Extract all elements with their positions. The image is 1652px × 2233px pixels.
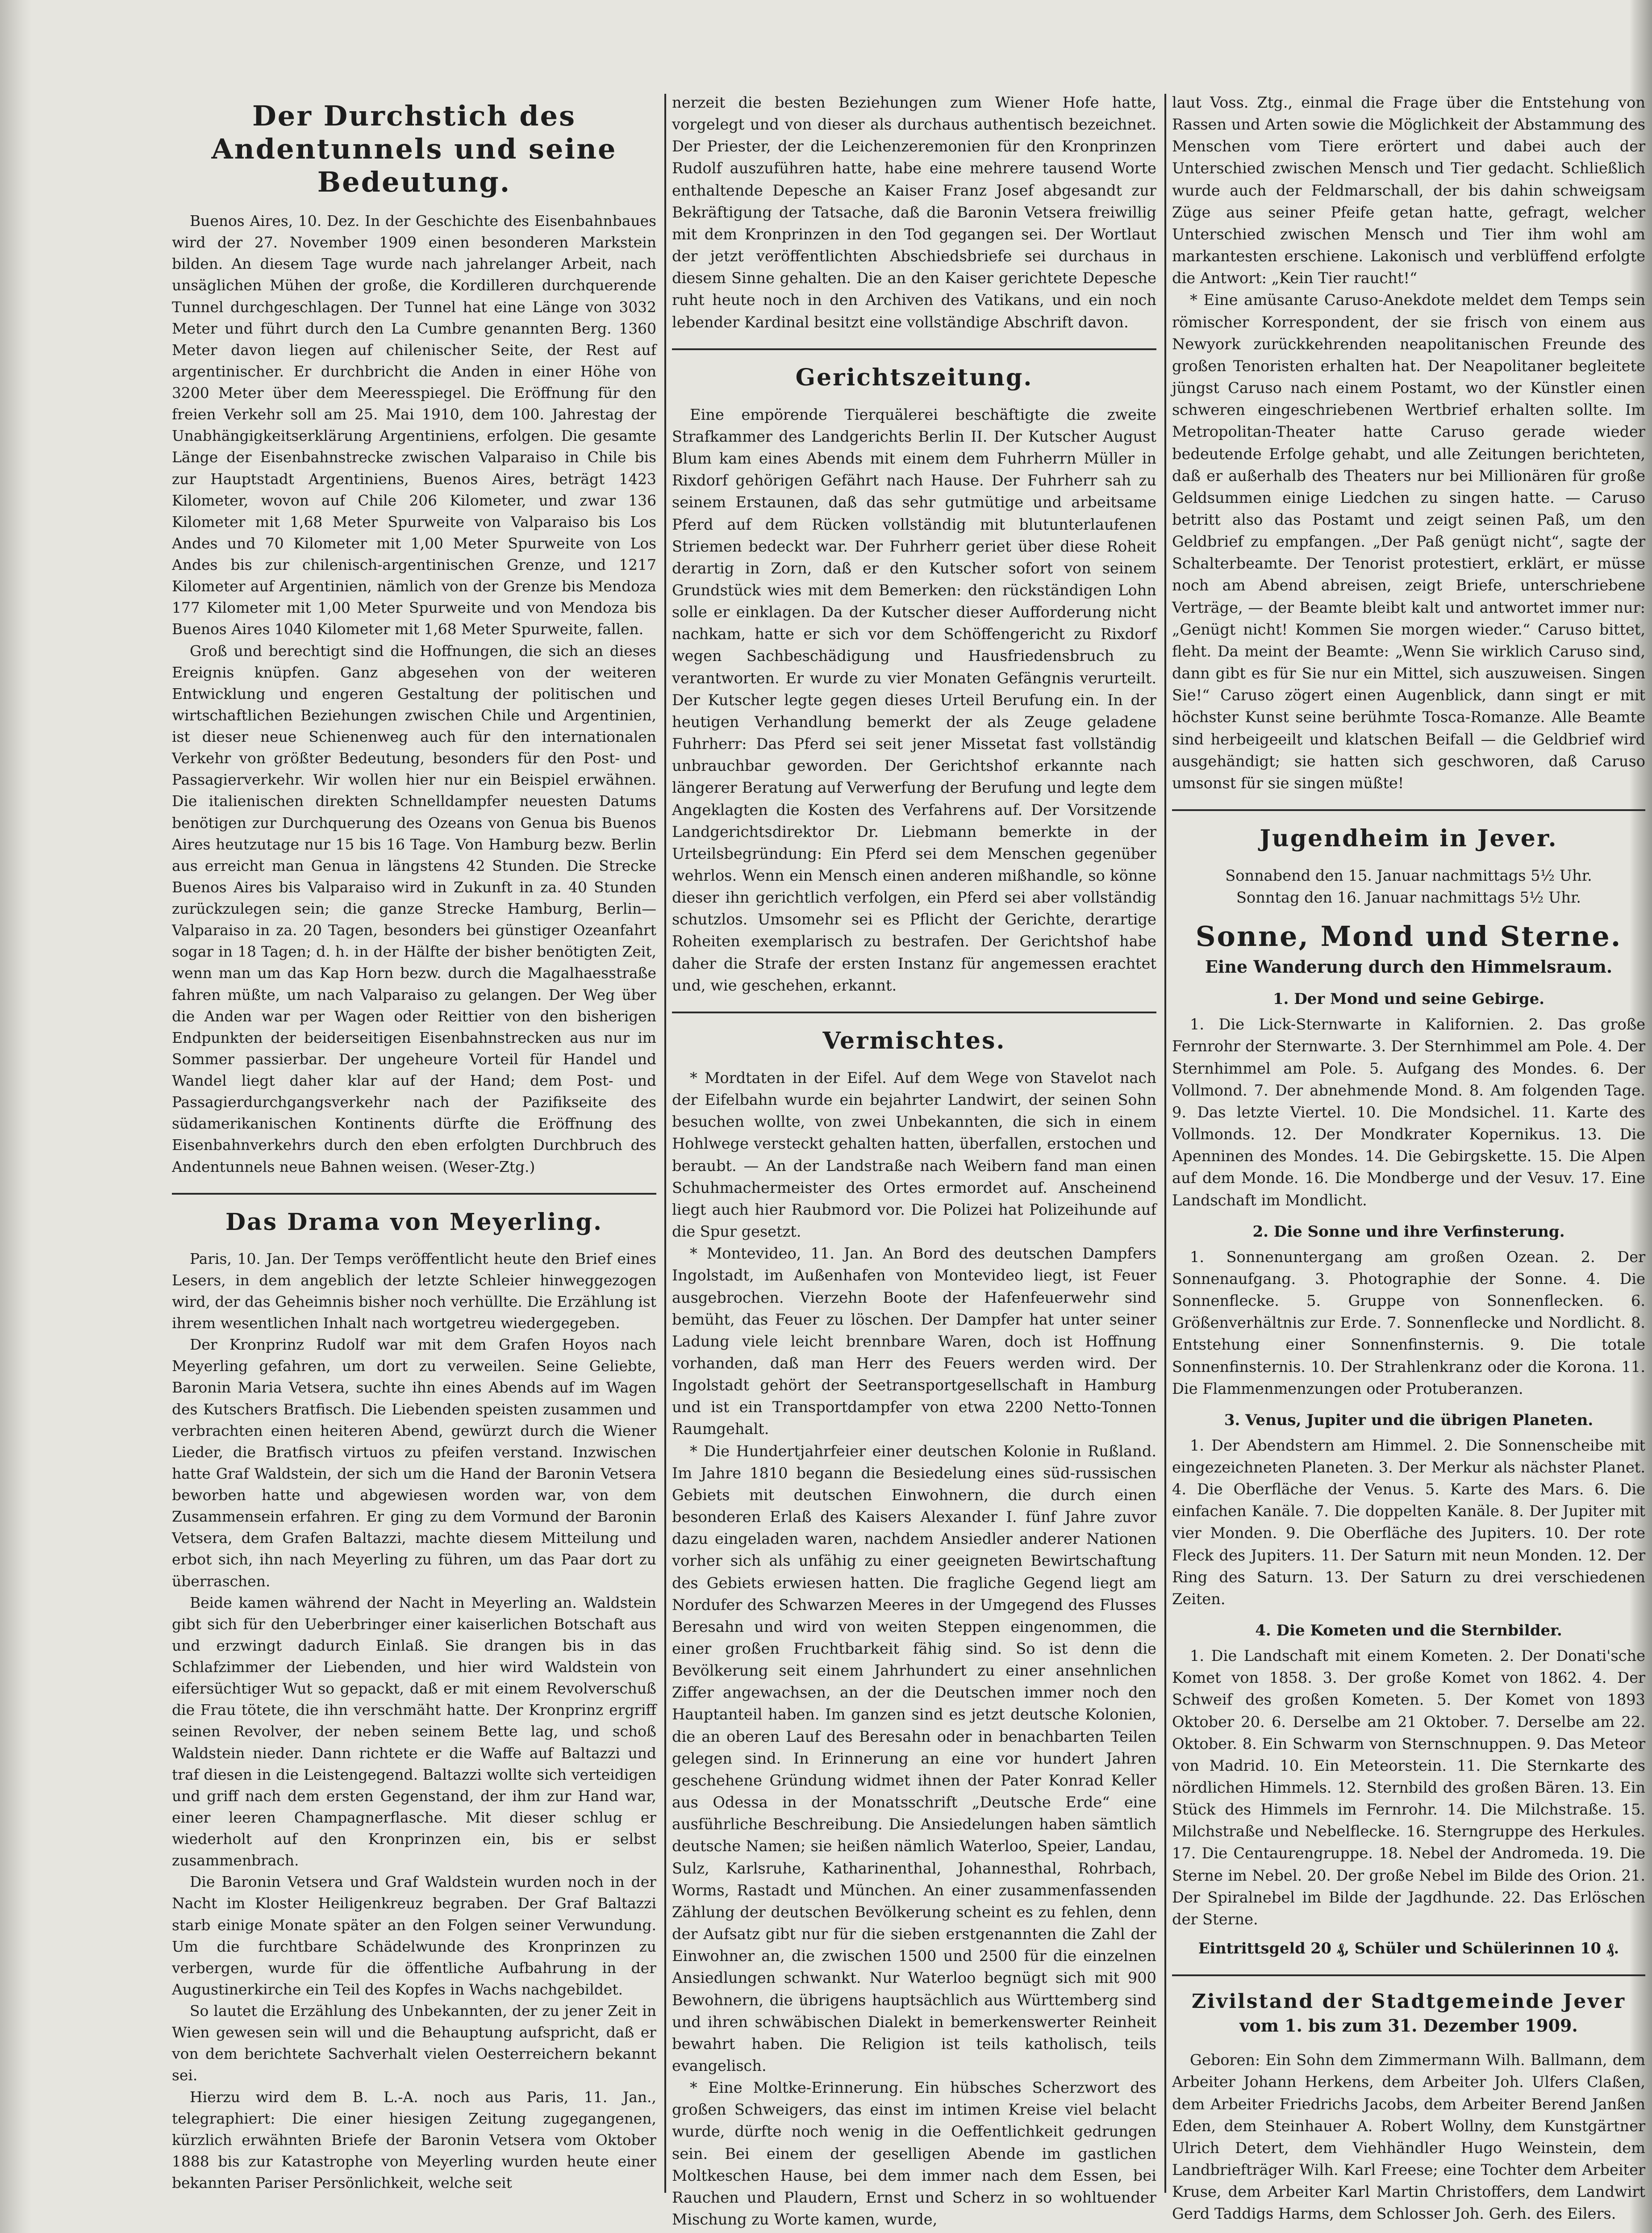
lecture-section-head-2: 2. Die Sonne und ihre Verfinsterung.: [1252, 1222, 1565, 1241]
article-title-andentunnel: Der Durchstich des Andentunnels und seine Bedeutung.: [211, 100, 617, 198]
andentunnel-paragraph-1: Buenos Aires, 10. Dez. In der Geschichte des Eisenbahnbaues wird der 27. November 1909 einen besonderen Markstein bilden. An diesem Tage wurde nach jahrelanger Arbeit, nach unsäglichen Mühen der große, die Kordilleren durchquerende Tunnel durchgeschlagen. Der Tunnel hat eine Länge von 3032 Meter und führt durch den La Cumbre genannten Berg. 1360 Meter davon liegen auf chilenischer Seite, der Rest auf argentinischer. Er durchbricht die Anden in einer Höhe von 3200 Meter über dem Meeresspiegel. Die Eröffnung für den freien Verkehr soll am 25. Mai 1910, dem 100. Jahrestag der Unabhängigkeitserklärung Argentiniens, erfolgen. Die gesamte Länge der Eisenbahnstrecke zwischen Valparaiso in Chile bis zur Hauptstadt Argentiniens, Buenos Aires, beträgt 1423 Kilometer, wovon auf Chile 206 Kilometer, und zwar 136 Kilometer mit 1,68 Meter Spurweite von Valparaiso bis Los Andes und 70 Kilometer mit 1,00 Meter Spurweite von Los Andes bis zur chilenisch-argentinischen Grenze, und 1217 Kilometer auf Argentinien, nämlich von der Grenze bis Mendoza 177 Kilometer mit 1,00 Meter Spurweite und von Mendoza bis Buenos Aires 1040 Kilometer mit 1,68 Meter Spurweite, fallen.: [172, 212, 656, 638]
meyerling-paragraph-4: Die Baronin Vetsera und Graf Waldstein wurden noch in der Nacht im Kloster Heiligenkreuz begraben. Der Graf Baltazzi starb einige Monate später an den Folgen seiner Verwundung. Um die furchtbare Schädelwunde des Kronprinzen zu verbergen, wurde für die öffentliche Aufbahrung in der Augustinerkirche ein Teil des Kopfes in Wachs nachgebildet.: [172, 1873, 656, 1998]
section-title-vermischtes: Vermischtes.: [822, 1027, 1006, 1054]
article-separator: [672, 1012, 1156, 1013]
column-3: [1172, 92, 1645, 2225]
lecture-subtitle: Eine Wanderung durch den Himmelsraum.: [1205, 957, 1613, 977]
jugendheim-date-2: Sonntag den 16. Januar nachmittags 5½ Uhr.: [1236, 889, 1581, 907]
vermischtes-item-eifel: * Mordtaten in der Eifel. Auf dem Wege von Stavelot nach der Eifelbahn wurde ein bejahrter Landwirt, der seinen Sohn besuchen wollte, von zwei Unbekannten, die sich in einem Hohlwege versteckt gehalten hatten, überfallen, erstochen und beraubt. — An der Landstraße nach Weibern fand man einen Schuhmachermeister des Ortes ermordet auf. Anscheinend liegt auch hier Raubmord vor. Die Polizei hat Polizeihunde auf die Spur gesetzt.: [672, 1069, 1156, 1241]
meyerling-paragraph-6: Hierzu wird dem B. L.-A. noch aus Paris, 11. Jan., telegraphiert: Die einer hiesigen Zeitung zugegangenen, kürzlich erwähnten Briefe der Baronin Vetsera vom Oktober 1888 bis zur Katastrophe von Meyerling wurden heute einer bekannten Pariser Persönlichkeit, welche seit: [172, 2088, 656, 2191]
lecture-admission-fee: Eintrittsgeld 20 ₰, Schüler und Schülerinnen 10 ₰.: [1198, 1939, 1619, 1957]
andentunnel-paragraph-2: Groß und berechtigt sind die Hoffnungen, die sich an dieses Ereignis knüpfen. Ganz abgesehen von der weiteren Entwicklung und engeren Gestaltung der politischen und wirtschaftlichen Beziehungen zwischen Chile und Argentinien, ist dieser neue Schienenweg auch für den internationalen Verkehr von größter Bedeutung, besonders für den Post- und Passagierverkehr. Wir wollen hier nur ein Beispiel erwähnen. Die italienischen direkten Schnelldampfer neuesten Datums benötigen zur Durchquerung des Ozeans von Genua bis Buenos Aires heutzutage nur 15 bis 16 Tage. Von Hamburg bezw. Berlin aus erreicht man Genua in längstens 42 Stunden. Die Strecke Buenos Aires bis Valparaiso wird in Zukunft in za. 40 Stunden zurückzulegen sein; die ganze Strecke Hamburg, Berlin—Valparaiso in za. 20 Tagen, besonders bei günstiger Ozeanfahrt sogar in 18 Tagen; d. h. in der Hälfte der bisher benötigten Zeit, wenn man um das Kap Horn bezw. durch die Magalhaesstraße fahren müßte, um nach Valparaiso zu gelangen. Der Weg über die Anden war per Wagen oder Reittier von den bisherigen Endpunkten der beiderseitigen Eisenbahnstrecken aus nur im Sommer passierbar. Der ungeheure Vorteil für Handel und Wandel liegt daher klar auf der Hand; dem Post- und Passagierdurchgangsverkehr nach der Pazifikseite des südamerikanischen Kontinents dürfte die Eröffnung des Eisenbahnverkehrs durch den eben erfolgten Durchbruch des Andentunnels neue Bahnen weisen. (Weser-Ztg.): [172, 642, 656, 1175]
gericht-paragraph-1: Eine empörende Tierquälerei beschäftigte die zweite Strafkammer des Landgerichts Berlin II. Der Kutscher August Blum kam eines Abends mit einem dem Fuhrherrn Müller in Rixdorf gehörigen Gefährt nach Hause. Der Fuhrherr sah zu seinem Erstaunen, daß das sehr gutmütige und arbeitsame Pferd auf dem Rücken vollständig mit blutunterlaufenen Striemen bedeckt war. Der Fuhrherr geriet über diese Roheit derartig in Zorn, daß er den Kutscher sofort von seinem Grundstück wies mit dem Bemerken: den rückständigen Lohn solle er einklagen. Da der Kutscher dieser Aufforderung nicht nachkam, hatte er sich vor dem Schöffengericht zu Rixdorf wegen Sachbeschädigung und Hausfriedensbruch zu verantworten. Er wurde zu vier Monaten Gefängnis verurteilt. Der Kutscher legte gegen dieses Urteil Berufung ein. In der heutigen Verhandlung bemerkt der als Zeuge geladene Fuhrherr: Das Pferd sei seit jener Missetat fast vollständig unbrauchbar geworden. Der Gerichtshof erkannte nach längerer Beratung auf Verwerfung der Berufung und legte dem Angeklagten die Kosten des Verfahrens auf. Der Vorsitzende Landgerichtsdirektor Dr. Liebmann bemerkte in der Urteilsbegründung: Ein Pferd sei dem Menschen gegenüber wehrlos. Wenn ein Mensch einen anderen mißhandle, so könne dieser ihn gerichtlich verfolgen, ein Pferd sei aber vollständig schutzlos. Umsomehr sei es Pflicht der Gerichte, derartige Roheiten exemplarisch zu bestrafen. Der Gerichtshof habe daher die Strafe der ersten Instanz für angemessen erachtet und, wie geschehen, erkannt.: [672, 406, 1156, 994]
lecture-title-sonne-mond-sterne: Sonne, Mond und Sterne.: [1195, 920, 1622, 953]
article-separator: [1172, 809, 1645, 811]
vermischtes-item-moltke: * Eine Moltke-Erinnerung. Ein hübsches Scherzwort des großen Schweigers, das einst im intimen Kreise viel belacht wurde, dürfte noch wenig in die Oeffentlichkeit gedrungen sein. Bei einem der geselligen Abende im gastlichen Moltkeschen Hause, bei dem immer nach dem Essen, bei Rauchen und Plaudern, Ernst und Scherz in so wohltuender Mischung zu Worte kamen, wurde,: [672, 2079, 1156, 2229]
column-rule-2: [1164, 94, 1166, 2193]
meyerling-paragraph-5: So lautet die Erzählung des Unbekannten, der zu jener Zeit in Wien gewesen sein will und die Behauptung aufspricht, daß er von dem berichtete Sachverhalt vielen Oesterreichern bekannt sei.: [172, 2002, 656, 2084]
lecture-section-text-3: 1. Der Abendstern am Himmel. 2. Die Sonnenscheibe mit eingezeichneten Planeten. 3. Der Merkur als nächster Planet. 4. Die Oberfläche der Venus. 5. Karte des Mars. 6. Die einfachen Kanäle. 7. Die doppelten Kanäle. 8. Der Jupiter mit vier Monden. 9. Die Oberfläche des Jupiters. 10. Der rote Fleck des Jupiters. 11. Der Saturn mit neun Monden. 12. Der Ring des Saturn. 13. Der Saturn zu drei verschiedenen Zeiten.: [1172, 1436, 1645, 1608]
meyerling-paragraph-3: Beide kamen während der Nacht in Meyerling an. Waldstein gibt sich für den Ueberbringer einer kaiserlichen Botschaft aus und erzwingt dadurch Einlaß. Sie drangen bis in das Schlafzimmer der Liebenden, und hier wird Waldstein von eifersüchtiger Wut so gepackt, daß er mit einem Revolverschuß die Frau tötete, die ihn verschmäht hatte. Der Kronprinz ergriff seinen Revolver, der neben seinem Bette lag, und schoß Waldstein nieder. Dann richtete er die Waffe auf Baltazzi und traf diesen in die Leistengegend. Baltazzi wollte sich verteidigen und griff nach dem ersten Gegenstand, der ihm zur Hand war, einer leeren Champagnerflasche. Mit dieser schlug er wiederholt auf den Kronprinzen ein, bis er selbst zusammenbrach.: [172, 1593, 656, 1869]
jugendheim-date-1: Sonnabend den 15. Januar nachmittags 5½ Uhr.: [1225, 867, 1592, 884]
vermischtes-item-kolonie: * Die Hundertjahrfeier einer deutschen Kolonie in Rußland. Im Jahre 1810 begann die Besiedelung eines süd-russischen Gebiets mit deutschen Einwohnern, die durch einen besonderen Erlaß des Kaisers Alexander I. fünf Jahre zuvor dazu eingeladen waren, nachdem Ansiedler anderer Nationen vorher sich als unfähig zu einer geeigneten Bewirtschaftung des Gebiets erwiesen hatten. Die fragliche Gegend liegt am Nordufer des Schwarzen Meeres in der Umgegend des Flusses Beresahn und wird von weiten Steppen eingenommen, die einer großen Fruchtbarkeit fähig sind. So ist denn die Bevölkerung seit einem Jahrhundert zu einer ansehnlichen Ziffer angewachsen, an der die Deutschen immer noch den Hauptanteil haben. Im ganzen sind es jetzt deutsche Kolonien, die an oberen Lauf des Beresahn oder in benachbarten Teilen gelegen sind. In Erinnerung an eine vor hundert Jahren geschehene Gründung widmet ihnen der Pater Konrad Keller aus Odessa in der Monatsschrift „Deutsche Erde“ eine ausführliche Beschreibung. Die Ansiedelungen haben sämtlich deutsche Namen; sie heißen nämlich Waterloo, Speier, Landau, Sulz, Karlsruhe, Katharinenthal, Johannesthal, Rohrbach, Worms, Rastadt und München. An einer zusammenfassenden Zählung der deutschen Bevölkerung scheint es zu fehlen, denn der Aufsatz gibt nur für die sieben erstgenannten die Zahl der Einwohner an, die zwischen 1500 und 2500 für die einzelnen Ansiedlungen schwankt. Nur Waterloo begnügt sich mit 900 Bewohnern, die übrigens hauptsächlich aus Württemberg sind und ihren schwäbischen Dialekt in bemerkenswerter Reinheit bewahrt haben. Die Religion ist teils katholisch, teils evangelisch.: [672, 1442, 1156, 2074]
lecture-section-head-3: 3. Venus, Jupiter und die übrigen Planeten.: [1224, 1411, 1594, 1429]
announcement-title-jugendheim: Jugendheim in Jever.: [1260, 825, 1558, 852]
column-rule-1: [664, 94, 666, 2193]
lecture-section-head-1: 1. Der Mond und seine Gebirge.: [1272, 990, 1545, 1008]
article-separator: [1172, 1974, 1645, 1976]
caruso-anecdote: * Eine amüsante Caruso-Anekdote meldet dem Temps sein römischer Korrespondent, der sie frisch von einem aus Newyork zurückkehrenden neapolitanischen Freunde des großen Tenoristen erhalten hat. Der Neapolitaner begleitete jüngst Caruso nach einem Postamt, wo der Künstler einen schweren eingeschriebenen Wertbrief erhalten sollte. Im Metropolitan-Theater hatte Caruso gerade wieder bedeutende Erfolge gehabt, und alle Zeitungen berichteten, daß er außerhalb des Theaters nur bei Millionären für große Geldsummen einige Liedchen zu singen hatte. — Caruso betritt also das Postamt und zeigt seinen Paß, um den Geldbrief zu empfangen. „Der Paß genügt nicht“, sagte der Schalterbeamte. Der Tenorist protestiert, erklärt, er müsse noch am Abend abreisen, zeigt Briefe, unterschriebene Verträge, — der Beamte bleibt kalt und antwortet immer nur: „Genügt nicht! Kommen Sie morgen wieder.“ Caruso bittet, fleht. Da meint der Beamte: „Wenn Sie wirklich Caruso sind, dann gibt es für Sie nur ein Mittel, sich auszuweisen. Singen Sie!“ Caruso zögert einen Augenblick, dann singt er mit höchster Kunst seine berühmte Tosca-Romanze. Alle Beamte sind herbeigeeilt und klatschen Beifall — die Geldbrief wird ausgehändigt; sie hatten sich geschworen, daß Caruso umsonst für sie singen müßte!: [1172, 291, 1645, 792]
civil-registry-title: Zivilstand der Stadtgemeinde Jever: [1191, 1990, 1626, 2013]
meyerling-continuation: nerzeit die besten Beziehungen zum Wiener Hofe hatte, vorgelegt und von dieser als durchaus authentisch bezeichnet. Der Priester, der die Leichenzeremonien für den Kronprinzen Rudolf auszuführen hatte, habe eine mehrere tausend Worte enthaltende Depesche an Kaiser Franz Josef abgesandt zur Bekräftigung der Tatsache, daß die Baronin Vetsera freiwillig mit dem Kronprinzen in den Tod gegangen sei. Der Wortlaut der jetzt veröffentlichten Abschiedsbriefe sei durchaus in diesem Sinne gehalten. Die an den Kaiser gerichtete Depesche ruht heute noch in den Archiven des Vatikans, und ein noch lebender Kardinal besitzt eine vollständige Abschrift davon.: [672, 94, 1156, 331]
article-separator: [672, 348, 1156, 350]
meyerling-paragraph-1: Paris, 10. Jan. Der Temps veröffentlicht heute den Brief eines Lesers, in dem angeblich der letzte Schleier hinweggezogen wird, der das Geheimnis bisher noch verhüllte. Die Erzählung ist ihrem wesentlichen Inhalt nach wortgetreu wiedergegeben.: [172, 1250, 656, 1332]
lecture-section-head-4: 4. Die Kometen und die Sternbilder.: [1255, 1622, 1562, 1640]
civil-registry-period: vom 1. bis zum 31. Dezember 1909.: [1239, 2016, 1578, 2036]
lecture-section-text-1: 1. Die Lick-Sternwarte in Kalifornien. 2. Das große Fernrohr der Sternwarte. 3. Der Sternhimmel am Pole. 4. Der Sternhimmel am Pole. 5. Aufgang des Mondes. 6. Der Vollmond. 7. Der abnehmende Mond. 8. Am folgenden Tage. 9. Das letzte Viertel. 10. Die Mondsichel. 11. Karte des Vollmonds. 12. Der Mondkrater Kopernikus. 13. Die Apenninen des Mondes. 14. Die Gebirgskette. 15. Die Alpen auf dem Monde. 16. Die Mondberge und der Vesuv. 17. Eine Landschaft im Mondlicht.: [1172, 1016, 1645, 1209]
moltke-continuation: laut Voss. Ztg., einmal die Frage über die Entstehung von Rassen und Arten sowie die Möglichkeit der Abstammung des Menschen vom Tiere erörtert und dabei auch der Unterschied zwischen Mensch und Tier gedacht. Schließlich wurde auch der Feldmarschall, der bis dahin schweigsam Züge aus seiner Pfeife getan hatte, gefragt, welcher Unterschied zwischen Mensch und Tier ihm wohl am markantesten erschiene. Lakonisch und verblüffend erfolgte die Antwort: „Kein Tier raucht!“: [1172, 94, 1645, 287]
article-title-meyerling: Das Drama von Meyerling.: [225, 1208, 603, 1236]
lecture-section-text-4: 1. Die Landschaft mit einem Kometen. 2. Der Donati'sche Komet von 1858. 3. Der große Komet von 1862. 4. Der Schweif des großen Kometen. 5. Der Komet von 1893 Oktober 20. 6. Derselbe am 21 Oktober. 7. Derselbe am 22. Oktober. 8. Ein Schwarm von Sternschnuppen. 9. Das Meteor von Madrid. 10. Ein Meteorstein. 11. Die Sternkarte des nördlichen Himmels. 12. Sternbild des großen Bären. 13. Ein Stück des Himmels im Fernrohr. 14. Die Milchstraße. 15. Milchstraße und Nebelflecke. 16. Sterngruppe des Herkules. 17. Die Centaurengruppe. 18. Nebel der Andromeda. 19. Die Sterne im Nebel. 20. Der große Nebel im Bilde des Orion. 21. Der Spiralnebel im Bilde der Jagdhunde. 22. Das Erlöschen der Sterne.: [1172, 1647, 1645, 1928]
vermischtes-item-montevideo: * Montevideo, 11. Jan. An Bord des deutschen Dampfers Ingolstadt, im Außenhafen von Montevideo liegt, ist Feuer ausgebrochen. Vierzehn Boote der Hafenfeuerwehr sind bemüht, das Feuer zu löschen. Der Dampfer hat unter seiner Ladung viele leicht brennbare Waren, doch ist Hoffnung vorhanden, daß man Herr des Feuers werden wird. Der Ingolstadt gehört der Seetransportgesellschaft in Hamburg und ist ein Transportdampfer von etwa 2200 Netto-Tonnen Raumgehalt.: [672, 1245, 1156, 1438]
section-title-gerichtszeitung: Gerichtszeitung.: [795, 364, 1033, 391]
column-2: [672, 92, 1156, 2230]
column-1: [172, 92, 656, 2194]
article-separator: [172, 1193, 656, 1195]
civil-registry-births: Geboren: Ein Sohn dem Zimmermann Wilh. Ballmann, dem Arbeiter Johann Herkens, dem Arbeiter Joh. Ulfers Claßen, dem Arbeiter Friedrichs Jacobs, dem Arbeiter Berend Janßen Eden, dem Steinhauer A. Robert Wollny, dem Kunstgärtner Ulrich Detert, dem Viehhändler Hugo Weinstein, dem Landbriefträger Wilh. Karl Freese; eine Tochter dem Arbeiter Kruse, dem Arbeiter Karl Martin Christoffers, dem Landwirt Gerd Taddigs Harms, dem Schlosser Joh. Gerh. des Eilers.: [1172, 2051, 1645, 2223]
lecture-section-text-2: 1. Sonnenuntergang am großen Ozean. 2. Der Sonnenaufgang. 3. Photographie der Sonne. 4. Die Sonnenflecke. 5. Gruppe von Sonnenflecken. 6. Größenverhältnis zur Erde. 7. Sonnenflecke und Nordlicht. 8. Entstehung einer Sonnenfinsternis. 9. Die totale Sonnenfinsternis. 10. Der Strahlenkranz oder die Korona. 11. Die Flammenmenzungen oder Protuberanzen.: [1172, 1248, 1645, 1397]
scan-edge-left: [0, 0, 31, 2233]
meyerling-paragraph-2: Der Kronprinz Rudolf war mit dem Grafen Hoyos nach Meyerling gefahren, um dort zu verweilen. Seine Geliebte, Baronin Maria Vetsera, suchte ihn eines Abends auf im Wagen des Kutschers Bratfisch. Die Liebenden speisten zusammen und verbrachten einen heiteren Abend, gewürzt durch die Wiener Lieder, die Bratfisch virtuos zu pfeifen verstand. Inzwischen hatte Graf Waldstein, der sich um die Hand der Baronin Vetsera beworben hatte und abgewiesen worden war, von dem Zusammensein erfahren. Er ging zu dem Vormund der Baronin Vetsera, dem Grafen Baltazzi, machte diesem Mitteilung und erbot sich, ihn nach Meyerling zu führen, um das Paar dort zu überraschen.: [172, 1336, 656, 1590]
